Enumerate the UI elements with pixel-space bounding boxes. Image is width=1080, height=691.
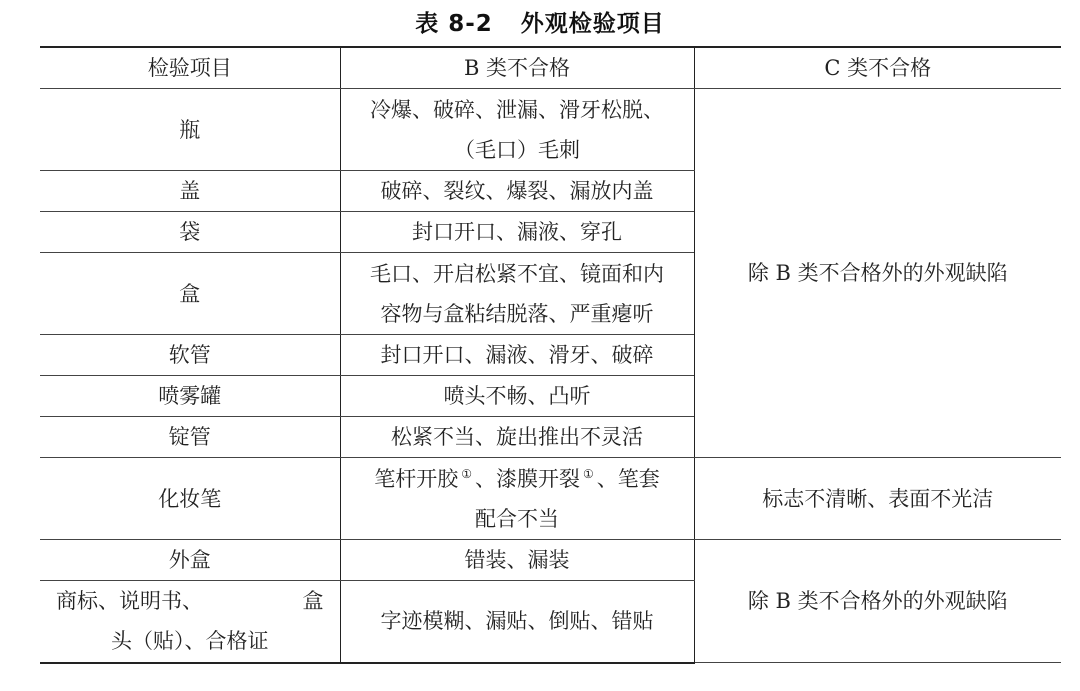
table-number: 表 8-2 xyxy=(415,11,493,37)
class-b-text: 、笔套 xyxy=(596,466,660,491)
item-cell: 瓶 xyxy=(40,89,340,171)
class-b-cell: 字迹模糊、漏贴、倒贴、错贴 xyxy=(340,581,694,663)
class-b-cell: 封口开口、漏液、滑牙、破碎 xyxy=(340,335,694,376)
inspection-table xyxy=(40,46,1061,664)
footnote-marker: ① xyxy=(461,466,472,481)
class-b-cell: 松紧不当、旋出推出不灵活 xyxy=(340,417,694,458)
table-row xyxy=(40,540,1061,581)
item-text: 商标、说明书、 xyxy=(56,589,203,614)
item-cell: 袋 xyxy=(40,212,340,253)
header-item: 检验项目 xyxy=(40,47,340,89)
class-b-cell: 封口开口、漏液、穿孔 xyxy=(340,212,694,253)
class-b-cell xyxy=(340,89,694,171)
header-row xyxy=(40,47,1061,89)
class-b-cell: 喷头不畅、凸听 xyxy=(340,376,694,417)
class-b-cell xyxy=(340,458,694,540)
class-b-line xyxy=(353,459,682,499)
item-cell: 盖 xyxy=(40,171,340,212)
class-b-cell: 错装、漏装 xyxy=(340,540,694,581)
table-row xyxy=(40,458,1061,540)
class-b-cell xyxy=(340,253,694,335)
table-row xyxy=(40,89,1061,171)
class-b-line: 毛口、开启松紧不宜、镜面和内 xyxy=(370,261,664,286)
class-c-cell: 标志不清晰、表面不光洁 xyxy=(694,458,1061,540)
item-line xyxy=(52,581,328,621)
class-b-line: 容物与盒粘结脱落、严重瘪听 xyxy=(380,301,654,326)
item-cell: 喷雾罐 xyxy=(40,376,340,417)
class-c-merged-cell: 除 B 类不合格外的外观缺陷 xyxy=(694,540,1061,663)
class-b-text: 笔杆开胶 xyxy=(374,466,459,491)
item-cell: 化妆笔 xyxy=(40,458,340,540)
table-caption xyxy=(0,8,1080,40)
item-cell: 外盒 xyxy=(40,540,340,581)
item-text: 盒 xyxy=(302,589,324,614)
class-c-merged-cell: 除 B 类不合格外的外观缺陷 xyxy=(694,89,1061,458)
item-cell: 软管 xyxy=(40,335,340,376)
table-title: 外观检验项目 xyxy=(520,11,665,37)
class-b-text: 、漆膜开裂 xyxy=(475,466,580,491)
class-b-line: 配合不当 xyxy=(475,506,559,531)
item-cell xyxy=(40,581,340,663)
footnote-marker: ① xyxy=(583,466,594,481)
item-cell: 锭管 xyxy=(40,417,340,458)
class-b-cell: 破碎、裂纹、爆裂、漏放内盖 xyxy=(340,171,694,212)
class-b-line: （毛口）毛刺 xyxy=(454,137,580,162)
header-class-c: C 类不合格 xyxy=(694,47,1061,89)
class-b-line: 冷爆、破碎、泄漏、滑牙松脱、 xyxy=(370,97,664,122)
item-line: 头（贴）、合格证 xyxy=(111,629,269,654)
header-class-b: B 类不合格 xyxy=(340,47,694,89)
item-cell: 盒 xyxy=(40,253,340,335)
